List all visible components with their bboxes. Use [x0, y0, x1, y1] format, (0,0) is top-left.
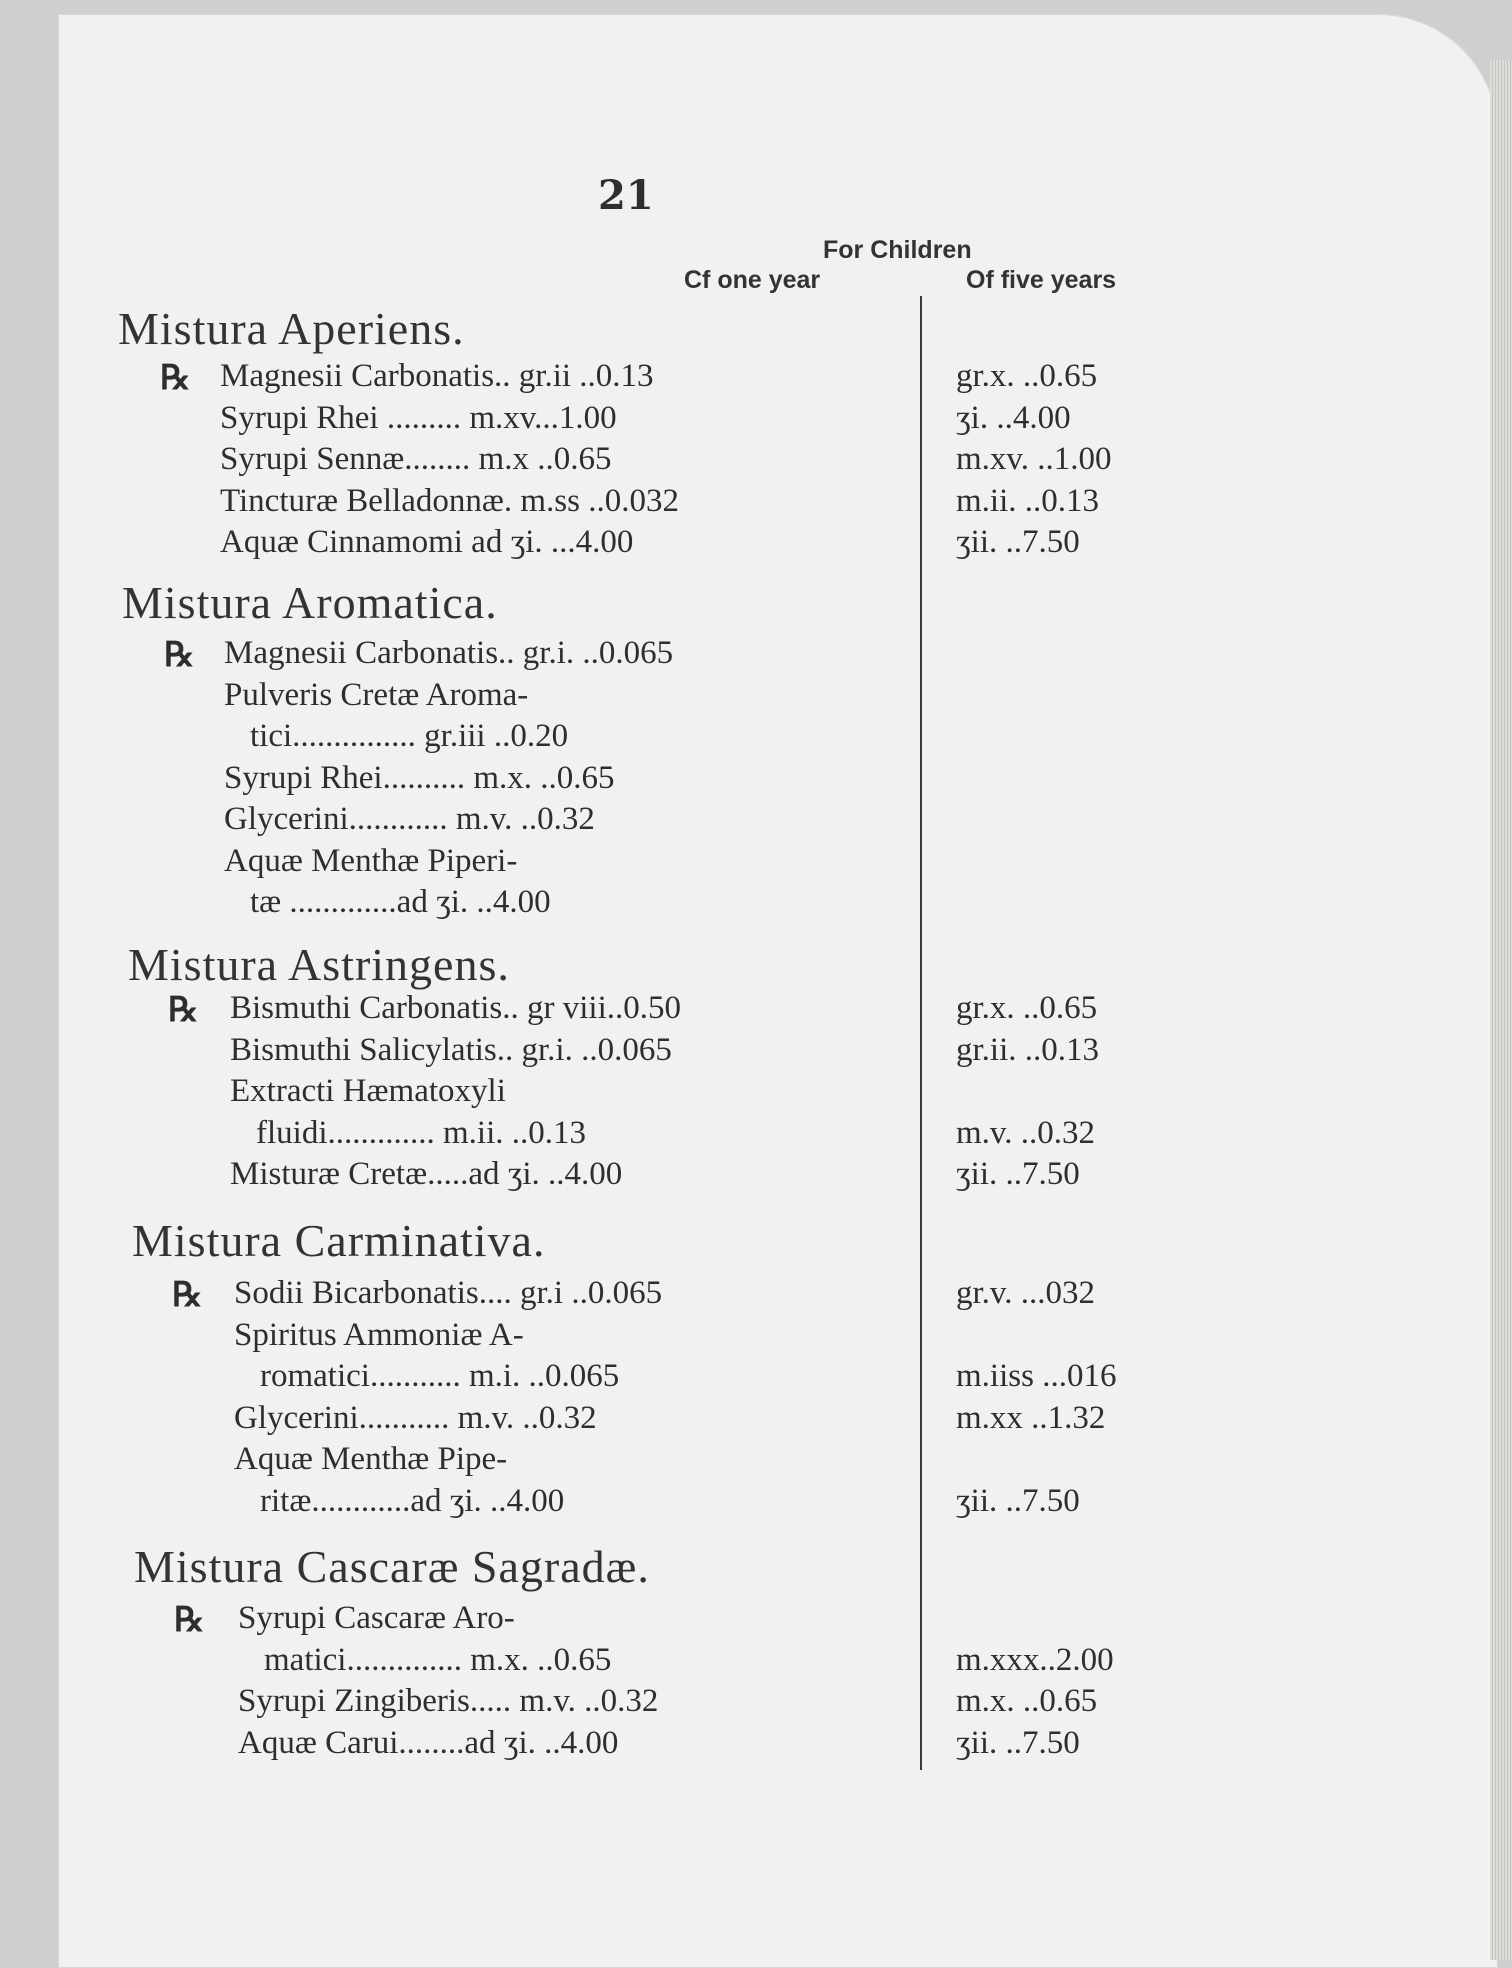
ingredient-line: Aquæ Carui........ad ʒi. ..4.00: [238, 1725, 619, 1761]
ingredient-line: Bismuthi Carbonatis.. gr viii..0.50: [230, 990, 681, 1026]
column-group-header: For Children: [823, 236, 972, 264]
ingredient-line: Bismuthi Salicylatis.. gr.i. ..0.065: [230, 1032, 672, 1068]
ingredient-line: romatici........... m.i. ..0.065: [260, 1358, 620, 1394]
five-year-dose: gr.x. ..0.65: [956, 358, 1098, 394]
five-year-dose: m.xx ..1.32: [956, 1400, 1106, 1436]
ingredient-line: Aquæ Cinnamomi ad ʒi. ...4.00: [220, 524, 634, 560]
ingredient-line: Syrupi Sennæ........ m.x ..0.65: [220, 441, 612, 477]
page-edge: [1490, 60, 1512, 1960]
recipe-symbol: ℞: [172, 1277, 203, 1314]
five-year-dose: m.iiss ...016: [956, 1358, 1117, 1394]
ingredient-line: Misturæ Cretæ.....ad ʒi. ..4.00: [230, 1156, 623, 1192]
ingredient-line: Magnesii Carbonatis.. gr.i. ..0.065: [224, 635, 674, 671]
section-title: Mistura Cascaræ Sagradæ.: [134, 1541, 650, 1592]
ingredient-line: Syrupi Zingiberis..... m.v. ..0.32: [238, 1683, 659, 1719]
ingredient-line: Sodii Bicarbonatis.... gr.i ..0.065: [234, 1275, 663, 1311]
ingredient-line: Aquæ Menthæ Pipe-: [234, 1441, 508, 1477]
section-title: Mistura Aromatica.: [122, 577, 498, 628]
page-number: 21: [598, 172, 654, 219]
ingredient-line: Syrupi Rhei ......... m.xv...1.00: [220, 400, 617, 436]
ingredient-line: Tincturæ Belladonnæ. m.ss ..0.032: [220, 483, 679, 519]
ingredient-line: Extracti Hæmatoxyli: [230, 1073, 506, 1109]
section-title: Mistura Carminativa.: [132, 1215, 546, 1266]
recipe-symbol: ℞: [168, 992, 199, 1029]
ingredient-line: ritæ............ad ʒi. ..4.00: [260, 1483, 565, 1519]
ingredient-line: tici............... gr.iii ..0.20: [250, 718, 569, 754]
ingredient-line: Pulveris Cretæ Aroma-: [224, 677, 529, 713]
section-title: Mistura Aperiens.: [118, 303, 465, 354]
column-divider: [920, 296, 922, 1770]
ingredient-line: Glycerini............ m.v. ..0.32: [224, 801, 595, 837]
ingredient-line: matici.............. m.x. ..0.65: [264, 1642, 612, 1678]
ingredient-line: Aquæ Menthæ Piperi-: [224, 843, 518, 879]
ingredient-line: Syrupi Cascaræ Aro-: [238, 1600, 515, 1636]
five-year-dose: ʒii. ..7.50: [956, 1156, 1080, 1192]
ingredient-line: tæ .............ad ʒi. ..4.00: [250, 884, 551, 920]
five-year-dose: ʒi. ..4.00: [956, 400, 1071, 436]
five-year-dose: ʒii. ..7.50: [956, 1725, 1080, 1761]
ingredient-line: Glycerini........... m.v. ..0.32: [234, 1400, 597, 1436]
five-year-dose: gr.x. ..0.65: [956, 990, 1098, 1026]
five-year-dose: ʒii. ..7.50: [956, 1483, 1080, 1519]
ingredient-line: fluidi............. m.ii. ..0.13: [256, 1115, 586, 1151]
five-year-dose: m.x. ..0.65: [956, 1683, 1098, 1719]
five-year-dose: ʒii. ..7.50: [956, 524, 1080, 560]
recipe-symbol: ℞: [160, 360, 191, 397]
ingredient-line: Spiritus Ammoniæ A-: [234, 1317, 524, 1353]
column-header-one-year: Cf one year: [684, 266, 821, 294]
five-year-dose: m.v. ..0.32: [956, 1115, 1096, 1151]
section-title: Mistura Astringens.: [128, 939, 510, 990]
five-year-dose: m.xxx..2.00: [956, 1642, 1114, 1678]
recipe-symbol: ℞: [174, 1602, 205, 1639]
ingredient-line: Syrupi Rhei.......... m.x. ..0.65: [224, 760, 615, 796]
five-year-dose: gr.v. ...032: [956, 1275, 1096, 1311]
ingredient-line: Magnesii Carbonatis.. gr.ii ..0.13: [220, 358, 654, 394]
column-header-five-years: Of five years: [966, 266, 1117, 294]
recipe-symbol: ℞: [164, 637, 195, 674]
five-year-dose: m.ii. ..0.13: [956, 483, 1100, 519]
five-year-dose: gr.ii. ..0.13: [956, 1032, 1100, 1068]
five-year-dose: m.xv. ..1.00: [956, 441, 1112, 477]
